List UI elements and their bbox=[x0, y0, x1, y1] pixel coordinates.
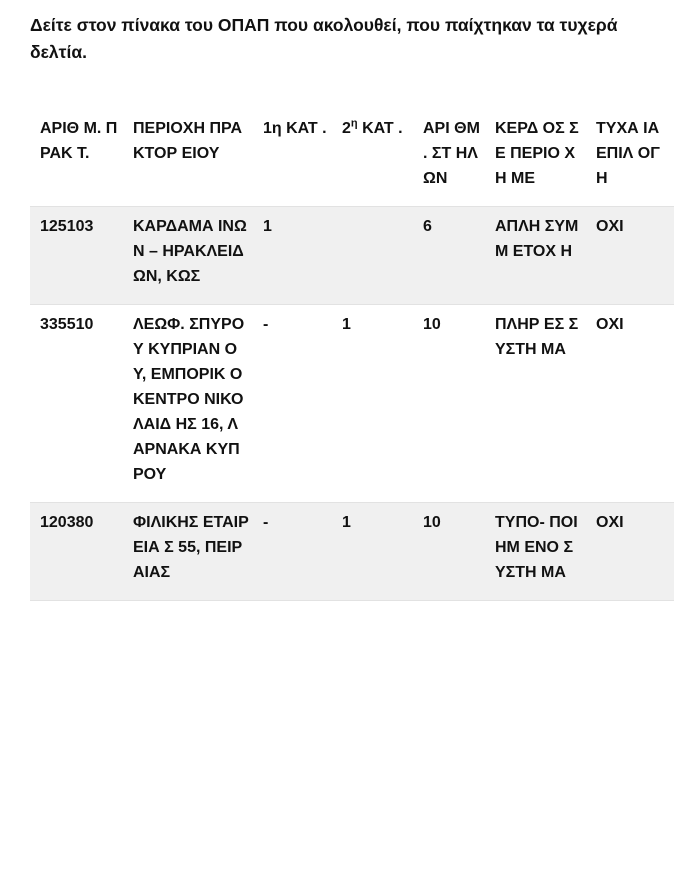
cell-agency-number: 335510 bbox=[40, 316, 94, 333]
header-first-category: 1η ΚΑΤ . bbox=[263, 120, 327, 137]
cell-agency-area: ΚΑΡΔΑΜΑ ΙΝΩΝ – ΗΡΑΚΛΕΙΔ ΩΝ, ΚΩΣ bbox=[133, 218, 247, 285]
cell-win-type: ΤΥΠΟ- ΠΟΙΗΜ ΕΝΟ ΣΥΣΤΗ ΜΑ bbox=[495, 514, 578, 581]
cell-first-category: - bbox=[263, 316, 269, 333]
cell-agency-area: ΛΕΩΦ. ΣΠΥΡΟΥ ΚΥΠΡΙΑΝ ΟΥ, ΕΜΠΟΡΙΚ Ο ΚΕΝΤΡΟ ΝΙΚΟΛΑΙΔ ΗΣ 16, ΛΑΡΝΑΚΑ ΚΥΠΡΟΥ bbox=[133, 316, 245, 483]
table-body bbox=[30, 207, 674, 601]
cell-win-type: ΠΛΗΡ ΕΣ ΣΥΣΤΗ ΜΑ bbox=[495, 316, 579, 358]
intro-paragraph: Δείτε στον πίνακα του ΟΠΑΠ που ακολουθεί, που παίχτηκαν τα τυχερά δελτία. bbox=[30, 15, 618, 62]
cell-columns-count: 6 bbox=[423, 218, 432, 235]
cell-agency-area: ΦΙΛΙΚΗΣ ΕΤΑΙΡΕΙΑ Σ 55, ΠΕΙΡΑΙΑΣ bbox=[133, 514, 249, 581]
header-second-category-ordinal: η bbox=[350, 117, 358, 130]
header-agency-area: ΠΕΡΙΟΧΗ ΠΡΑΚΤΟΡ ΕΙΟΥ bbox=[133, 120, 243, 162]
cell-random-pick: ΟΧΙ bbox=[596, 316, 624, 333]
cell-second-category bbox=[332, 207, 413, 305]
cell-first-category: - bbox=[263, 514, 269, 531]
cell-columns-count: 10 bbox=[423, 514, 441, 531]
cell-second-category: 1 bbox=[342, 316, 351, 333]
header-win-type: ΚΕΡΔ ΟΣ ΣΕ ΠΕΡΙΟ ΧΗ ΜΕ bbox=[495, 120, 579, 187]
winning-tickets-table bbox=[30, 108, 674, 601]
header-second-category-number: 2 bbox=[342, 120, 351, 137]
cell-agency-number: 120380 bbox=[40, 514, 94, 531]
table-row bbox=[30, 305, 674, 503]
cell-random-pick: ΟΧΙ bbox=[596, 218, 624, 235]
header-columns-count: ΑΡΙ ΘΜ . ΣΤ ΗΛ ΩΝ bbox=[423, 120, 480, 187]
header-agency-number: ΑΡΙΘ Μ. ΠΡΑΚ Τ. bbox=[40, 120, 118, 162]
cell-agency-number: 125103 bbox=[40, 218, 94, 235]
header-second-category bbox=[332, 108, 413, 207]
header-second-category-label: ΚΑΤ . bbox=[362, 120, 403, 137]
cell-random-pick: ΟΧΙ bbox=[596, 514, 624, 531]
cell-second-category: 1 bbox=[342, 514, 351, 531]
header-random-pick: ΤΥΧΑ ΙΑ ΕΠΙΛ ΟΓΗ bbox=[596, 120, 660, 187]
cell-first-category: 1 bbox=[263, 218, 272, 235]
table-row bbox=[30, 503, 674, 601]
cell-win-type: ΑΠΛΗ ΣΥΜΜ ΕΤΟΧ Η bbox=[495, 218, 579, 260]
header-row bbox=[30, 108, 674, 207]
table-header bbox=[30, 108, 674, 207]
table-row bbox=[30, 207, 674, 305]
cell-columns-count: 10 bbox=[423, 316, 441, 333]
